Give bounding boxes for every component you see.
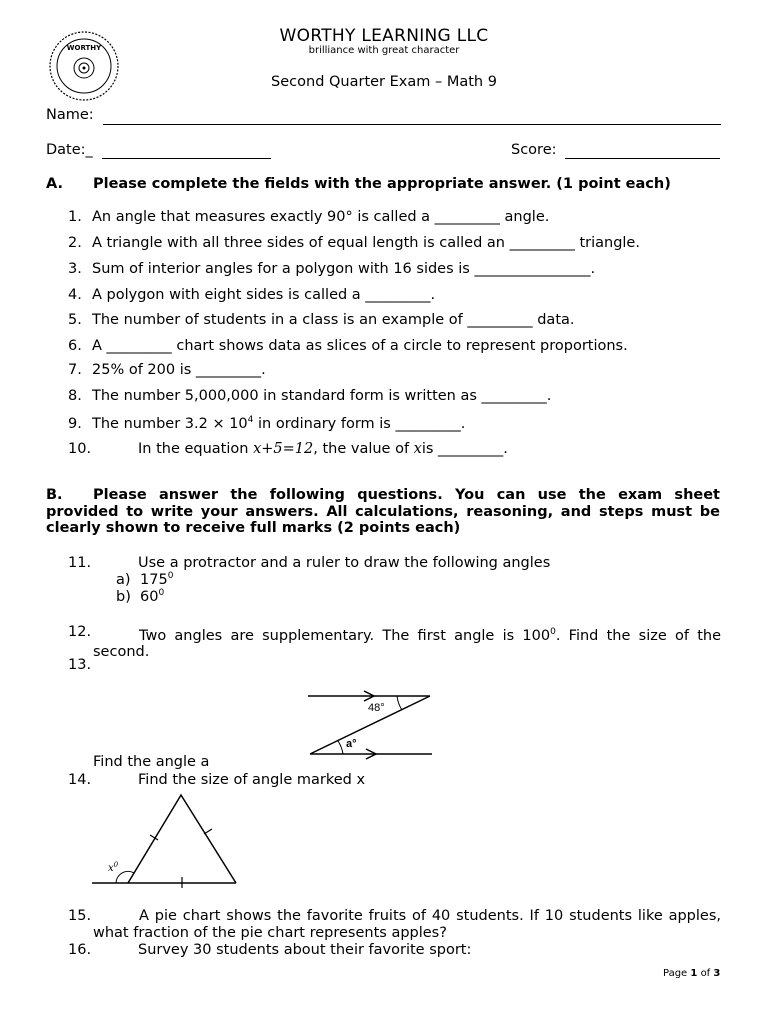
question-4: 4. A polygon with eight sides is called a _________. — [68, 287, 436, 303]
question-15: A pie chart shows the favorite fruits of 40 students. If 10 students like apples, what fraction of the pie chart represents apples? — [93, 908, 721, 941]
question-5: 5. The number of students in a class is an example of _________ data. — [68, 312, 575, 328]
section-a-instruction: Please complete the fields with the appropriate answer. (1 point each) — [93, 176, 671, 192]
angle-x-label: $x^0$ — [108, 861, 119, 874]
z-angle-figure — [300, 686, 440, 762]
triangle-figure — [90, 790, 242, 888]
question-8: 8. The number 5,000,000 in standard form is written as _________. — [68, 388, 552, 404]
question-9: 9. The number $3.2 \times 10^4$ in ordinary form is _________. — [68, 415, 466, 432]
company-name: WORTHY LEARNING LLC — [279, 26, 489, 46]
question-16: 16. Survey 30 students about their favorite sport: — [68, 942, 472, 958]
question-7: 7. 25% of 200 is _________. — [68, 362, 266, 378]
page-number: Page 1 of 3 — [663, 968, 721, 979]
question-10: 10. In the equation x+5=12, the value of xis _________. — [68, 441, 508, 457]
name-field[interactable] — [103, 108, 721, 125]
question-3: 3. Sum of interior angles for a polygon with 16 sides is ________________. — [68, 261, 596, 277]
logo-text: WORTHY — [66, 44, 102, 52]
question-14: 14. Find the size of angle marked x — [68, 772, 366, 788]
question-13-text: Find the angle a — [93, 754, 210, 770]
score-field[interactable] — [565, 143, 720, 159]
exam-title: Second Quarter Exam – Math 9 — [271, 74, 497, 90]
question-11a: a) $175^0$ — [116, 571, 174, 588]
score-label: Score: — [511, 142, 557, 158]
section-b-instruction: Please answer the following questions. You can use the exam sheet provided to write your answers. All calculations, reasoning, and steps must be clearly shown to receive full marks (2 points each) — [46, 487, 720, 536]
question-11: 11. Use a protractor and a ruler to draw the following angles — [68, 555, 551, 571]
date-field[interactable] — [102, 143, 271, 159]
question-15-num: 15. — [68, 908, 92, 924]
section-a-heading — [46, 176, 671, 192]
question-12: Two angles are supplementary. The first angle is $100^0$. Find the size of the second. — [93, 627, 722, 661]
angle-48-label: 48° — [368, 702, 385, 714]
name-label: Name: — [46, 107, 94, 123]
section-b-letter: B. — [46, 487, 63, 503]
question-11b: b) $60^0$ — [116, 588, 165, 605]
section-a-letter: A. — [46, 176, 63, 192]
tagline: brilliance with great character — [308, 45, 460, 56]
section-b-heading — [46, 487, 720, 537]
question-13-num: 13. — [68, 657, 92, 673]
question-6: 6. A _________ chart shows data as slices of a circle to represent proportions. — [68, 338, 628, 354]
question-2: 2. A triangle with all three sides of equal length is called an _________ triangle. — [68, 235, 640, 251]
question-12-num: 12. — [68, 624, 92, 640]
question-1: 1. An angle that measures exactly 90° is called a _________ angle. — [68, 209, 550, 225]
angle-a-label: a° — [346, 738, 357, 750]
date-label: Date:_ — [46, 142, 93, 158]
